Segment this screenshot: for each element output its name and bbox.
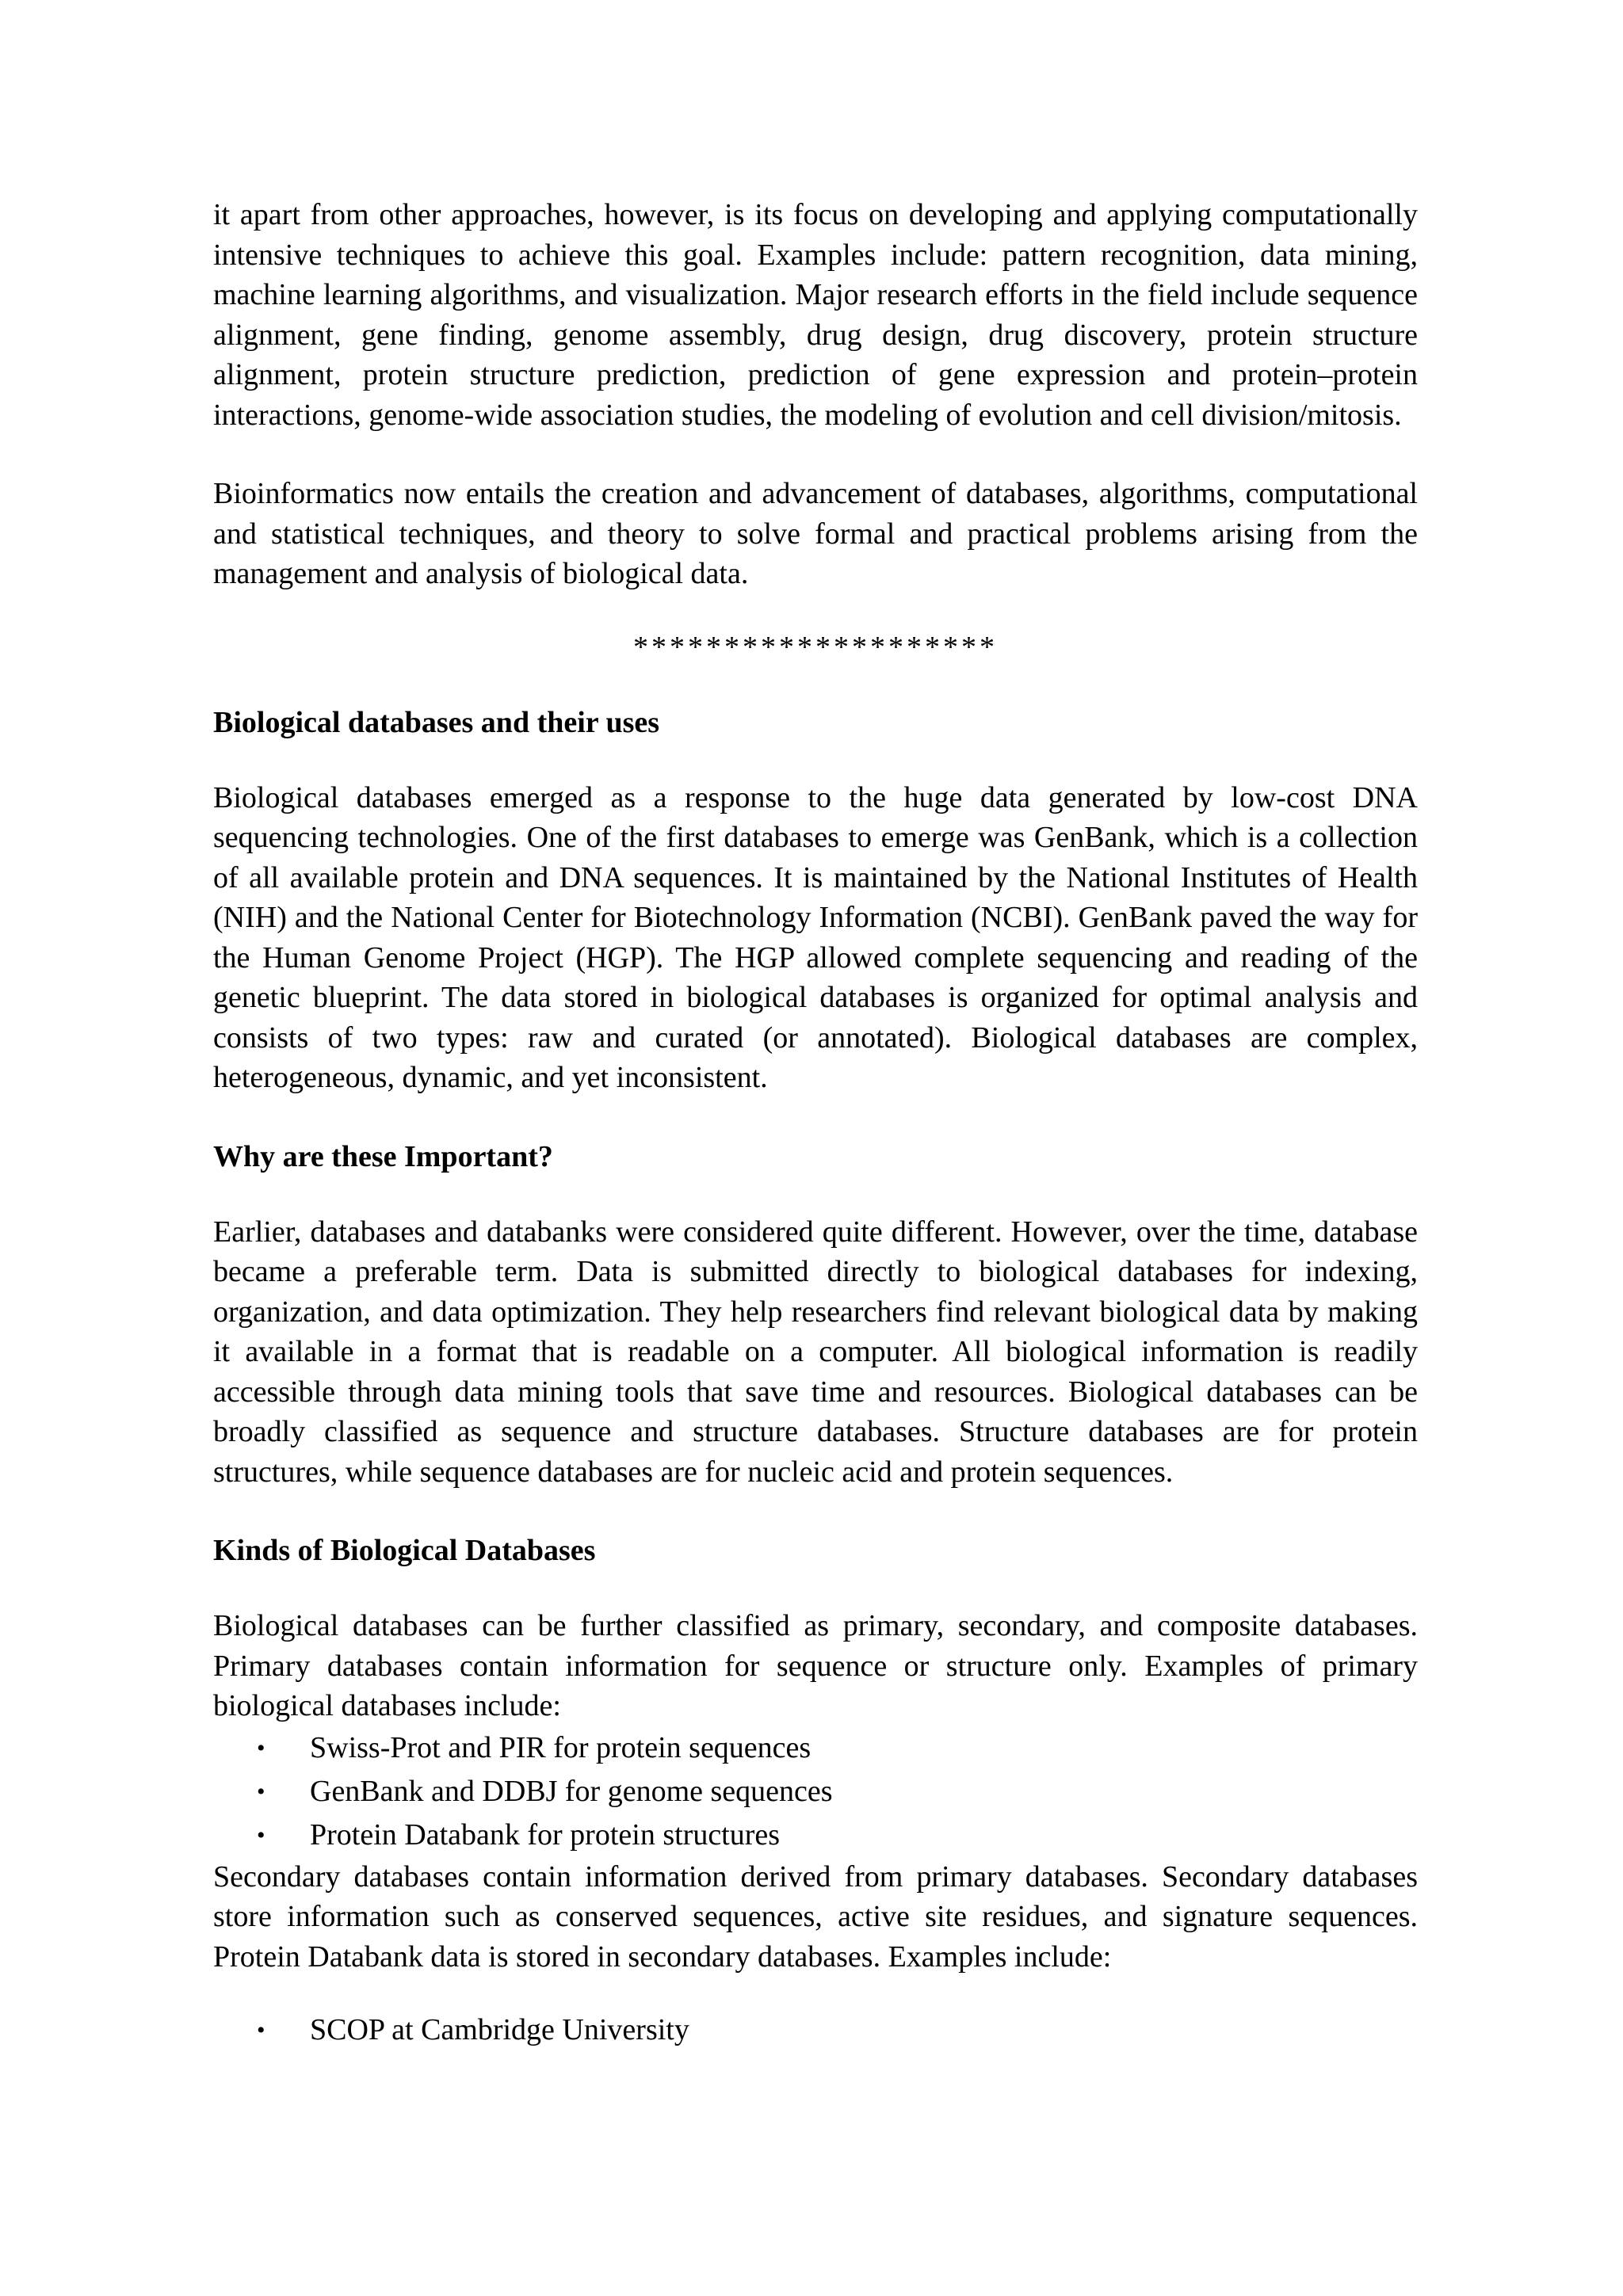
- section-separator: ********************: [633, 630, 998, 664]
- intro-paragraph: it apart from other approaches, however, is its focus on developing and applying computationally intensive techniques to achieve this goal. Examples include: pattern recognition, data mining, machine learning algorithms, and visualization. Major research efforts in the field include sequence alignment, gene finding, genome assembly, drug design, drug discovery, protein structure alignment, protein structure prediction, prediction of gene expression and protein–protein interactions, genome-wide association studies, the modeling of evolution and cell division/mitosis.: [213, 198, 1418, 432]
- kinds-paragraph: Biological databases can be further classified as primary, secondary, and composite databases. Primary databases contain information for sequence or structure only. Examples of primary biological databases include:: [213, 1609, 1418, 1722]
- heading-databases-uses: Biological databases and their uses: [213, 705, 660, 739]
- list-item: [213, 1770, 1418, 1814]
- document-page: [213, 195, 1418, 2052]
- list-item-text: GenBank and DDBJ for genome sequences: [310, 1774, 833, 1808]
- databases-uses-paragraph: Biological databases emerged as a response to the huge data generated by low-cost DNA sequencing technologies. One of the first databases to emerge was GenBank, which is a collection of all available protein and DNA sequences. It is maintained by the National Institutes of Health (NIH) and the National Center for Biotechnology Information (NCBI). GenBank paved the way for the Human Genome Project (HGP). The HGP allowed complete sequencing and reading of the genetic blueprint. The data stored in biological databases is organized for optimal analysis and consists of two types: raw and curated (or annotated). Biological databases are complex, heterogeneous, dynamic, and yet inconsistent.: [213, 780, 1418, 1094]
- list-item: [213, 1814, 1418, 1857]
- heading-kinds-of-databases: Kinds of Biological Databases: [213, 1534, 596, 1567]
- secondary-paragraph: Secondary databases contain information derived from primary databases. Secondary databases store information such as conserved sequences, active site residues, and signature sequences. Protein Databank data is stored in secondary databases. Examples include:: [213, 1859, 1418, 1974]
- list-item-text: Swiss-Prot and PIR for protein sequences: [310, 1730, 812, 1764]
- secondary-examples-list: [213, 2008, 1418, 2052]
- why-important-paragraph: Earlier, databases and databanks were considered quite different. However, over the time, database became a preferable term. Data is submitted directly to biological databases for indexing, organization, and data optimization. They help researchers find relevant biological data by making it available in a format that is readable on a computer. All biological information is readily accessible through data mining tools that save time and resources. Biological databases can be broadly classified as sequence and structure databases. Structure databases are for protein structures, while sequence databases are for nucleic acid and protein sequences.: [213, 1215, 1418, 1489]
- bioinformatics-paragraph: Bioinformatics now entails the creation and advancement of databases, algorithms, computational and statistical techniques, and theory to solve formal and practical problems arising from the management and analysis of biological data.: [213, 477, 1418, 590]
- bullet-icon: •: [257, 1778, 265, 1805]
- list-item: [213, 2008, 1418, 2052]
- bullet-icon: •: [257, 1821, 265, 1848]
- bullet-icon: •: [257, 1734, 265, 1761]
- list-item-text: Protein Databank for protein structures: [310, 1817, 781, 1852]
- list-item-text: SCOP at Cambridge University: [310, 2013, 689, 2046]
- list-item: [213, 1726, 1418, 1770]
- heading-why-important: Why are these Important?: [213, 1139, 553, 1173]
- bullet-icon: •: [257, 2017, 265, 2043]
- primary-examples-list: [213, 1726, 1418, 1857]
